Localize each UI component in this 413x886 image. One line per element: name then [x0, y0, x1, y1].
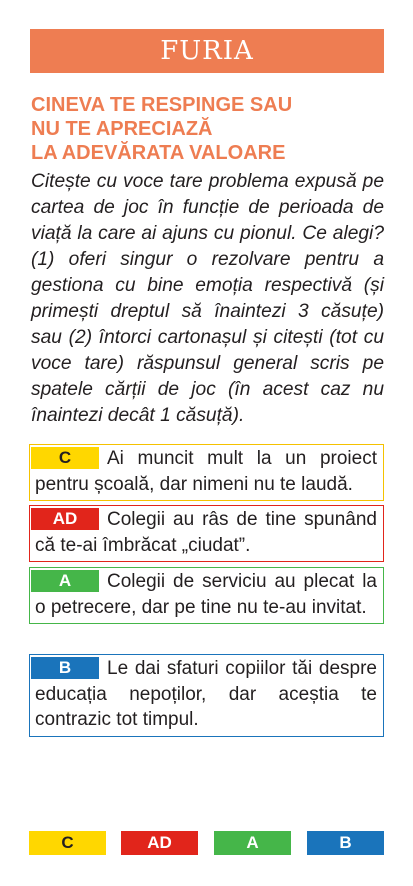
legend-c: C	[29, 831, 106, 855]
card-text: Ai muncit mult la un proiect pentru școală, dar nimeni nu te laudă.	[35, 448, 377, 495]
legend-ad: AD	[121, 831, 198, 855]
card-text: Colegii de serviciu au plecat la o petrecere, dar pe tine nu te-au invitat.	[35, 571, 377, 618]
legend-a: A	[214, 831, 291, 855]
title-banner	[30, 29, 384, 73]
card-c	[29, 444, 384, 501]
instructions-text: Citește cu voce tare problema expusă pe cartea de joc în funcție de perioada de viață la care ai ajuns cu pionul. Ce alegi? (1) oferi singur o rezolvare pentru a gestiona cu bine emoția respectivă (și primești dreptul să înaintezi 3 căsuțe) sau (2) întorci cartonașul și citești (tot cu voce tare) răspunsul general scris pe spatele cărții de joc (în acest caz nu înaintezi decât 1 căsuță).	[31, 171, 384, 426]
card-b	[29, 654, 384, 737]
card-ad	[29, 505, 384, 562]
card-tag-b: B	[31, 657, 99, 679]
card-a	[29, 567, 384, 624]
card-tag-ad: AD	[31, 508, 99, 530]
subtitle-line: LA ADEVĂRATA VALOARE	[31, 142, 286, 164]
card-text: Colegii au râs de tine spunând că te-ai îmbrăcat „ciudat”.	[35, 509, 377, 556]
page-title: FURIA	[160, 36, 254, 66]
card-text: Le dai sfaturi copiilor tăi despre educația nepoților, dar aceștia te contrazic tot timpul.	[35, 658, 377, 730]
subtitle-line: NU TE APRECIAZĂ	[31, 118, 213, 140]
subtitle	[31, 93, 391, 165]
card-tag-c: C	[31, 447, 99, 469]
legend-b: B	[307, 831, 384, 855]
subtitle-line: CINEVA TE RESPINGE SAU	[31, 94, 293, 116]
card-tag-a: A	[31, 570, 99, 592]
